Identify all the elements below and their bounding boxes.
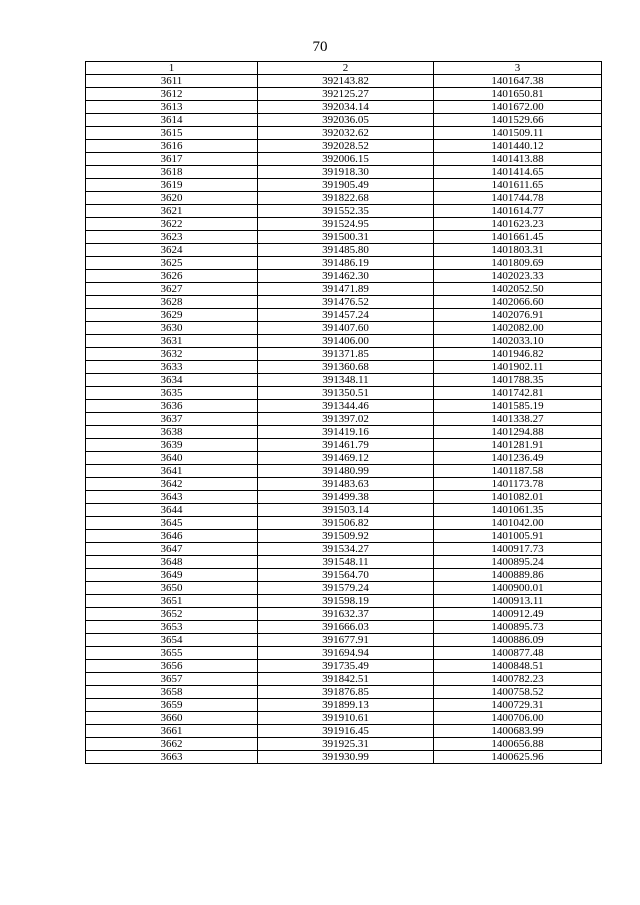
table-cell: 3661: [86, 725, 258, 738]
table-cell: 391842.51: [258, 673, 434, 686]
table-cell: 3630: [86, 322, 258, 335]
table-cell: 391579.24: [258, 582, 434, 595]
table-cell: 391899.13: [258, 699, 434, 712]
table-row: [86, 530, 602, 543]
column-header-1: 1: [86, 62, 258, 75]
table-row: [86, 192, 602, 205]
table-cell: 391534.27: [258, 543, 434, 556]
table-cell: 391476.52: [258, 296, 434, 309]
table-row: [86, 257, 602, 270]
table-cell: 3646: [86, 530, 258, 543]
table-row: [86, 608, 602, 621]
table-cell: 1401614.77: [434, 205, 602, 218]
table-row: [86, 283, 602, 296]
table-row: [86, 569, 602, 582]
table-cell: 391552.35: [258, 205, 434, 218]
table-cell: 1401647.38: [434, 75, 602, 88]
table-cell: 3653: [86, 621, 258, 634]
table-cell: 3613: [86, 101, 258, 114]
table-cell: 1401809.69: [434, 257, 602, 270]
table-row: [86, 452, 602, 465]
table-cell: 1401509.11: [434, 127, 602, 140]
table-cell: 3640: [86, 452, 258, 465]
table-cell: 1401672.00: [434, 101, 602, 114]
column-header-3: 3: [434, 62, 602, 75]
table-cell: 391666.03: [258, 621, 434, 634]
table-cell: 3654: [86, 634, 258, 647]
table-row: [86, 335, 602, 348]
table-cell: 391499.38: [258, 491, 434, 504]
table-cell: 1401650.81: [434, 88, 602, 101]
table-cell: 3627: [86, 283, 258, 296]
table-row: [86, 270, 602, 283]
table-cell: 391905.49: [258, 179, 434, 192]
table-cell: 3620: [86, 192, 258, 205]
table-cell: 3655: [86, 647, 258, 660]
table-cell: 391632.37: [258, 608, 434, 621]
table-cell: 1401082.01: [434, 491, 602, 504]
table-cell: 391419.16: [258, 426, 434, 439]
table-cell: 3641: [86, 465, 258, 478]
table-row: [86, 660, 602, 673]
table-cell: 3651: [86, 595, 258, 608]
table-cell: 391916.45: [258, 725, 434, 738]
table-row: [86, 309, 602, 322]
table-row: [86, 114, 602, 127]
table-cell: 391371.85: [258, 348, 434, 361]
table-cell: 391350.51: [258, 387, 434, 400]
table-cell: 3622: [86, 218, 258, 231]
table-row: [86, 166, 602, 179]
table-row: [86, 413, 602, 426]
table-cell: 1401946.82: [434, 348, 602, 361]
table-row: [86, 725, 602, 738]
table-cell: 1400913.11: [434, 595, 602, 608]
table-cell: 391348.11: [258, 374, 434, 387]
table-cell: 3611: [86, 75, 258, 88]
table-cell: 391407.60: [258, 322, 434, 335]
table-cell: 3618: [86, 166, 258, 179]
table-row: [86, 88, 602, 101]
table-cell: 1401803.31: [434, 244, 602, 257]
table-row: [86, 348, 602, 361]
table-row: [86, 231, 602, 244]
table-cell: 1401585.19: [434, 400, 602, 413]
table-row: [86, 582, 602, 595]
table-cell: 1401061.35: [434, 504, 602, 517]
table-cell: 3662: [86, 738, 258, 751]
table-row: [86, 478, 602, 491]
table-row: [86, 140, 602, 153]
table-cell: 391462.30: [258, 270, 434, 283]
table-cell: 391876.85: [258, 686, 434, 699]
table-cell: 391598.19: [258, 595, 434, 608]
table-cell: 1401005.91: [434, 530, 602, 543]
table-cell: 391509.92: [258, 530, 434, 543]
table-cell: 1401236.49: [434, 452, 602, 465]
table-row: [86, 296, 602, 309]
table-cell: 1400895.24: [434, 556, 602, 569]
table-cell: 391469.12: [258, 452, 434, 465]
table-cell: 391483.63: [258, 478, 434, 491]
table-row: [86, 751, 602, 764]
table-cell: 3616: [86, 140, 258, 153]
table-cell: 3645: [86, 517, 258, 530]
table-cell: 1401440.12: [434, 140, 602, 153]
table-cell: 3648: [86, 556, 258, 569]
table-row: [86, 153, 602, 166]
table-cell: 391524.95: [258, 218, 434, 231]
table-cell: 1401414.65: [434, 166, 602, 179]
table-cell: 3642: [86, 478, 258, 491]
table-cell: 3631: [86, 335, 258, 348]
table-cell: 1400706.00: [434, 712, 602, 725]
table-cell: 391694.94: [258, 647, 434, 660]
table-row: [86, 426, 602, 439]
table-cell: 1401413.88: [434, 153, 602, 166]
table-cell: 391564.70: [258, 569, 434, 582]
table-cell: 3629: [86, 309, 258, 322]
table-cell: 3619: [86, 179, 258, 192]
table-cell: 391822.68: [258, 192, 434, 205]
table-cell: 1401338.27: [434, 413, 602, 426]
table-cell: 3649: [86, 569, 258, 582]
table-cell: 3635: [86, 387, 258, 400]
table-cell: 391471.89: [258, 283, 434, 296]
table-cell: 1400900.01: [434, 582, 602, 595]
table-cell: 1402052.50: [434, 283, 602, 296]
table-cell: 3639: [86, 439, 258, 452]
table-row: [86, 400, 602, 413]
table-cell: 1401661.45: [434, 231, 602, 244]
table-cell: 391486.19: [258, 257, 434, 270]
table-cell: 3652: [86, 608, 258, 621]
table-cell: 3650: [86, 582, 258, 595]
table-cell: 1401173.78: [434, 478, 602, 491]
table-row: [86, 465, 602, 478]
table-cell: 391344.46: [258, 400, 434, 413]
table-cell: 1401744.78: [434, 192, 602, 205]
table-row: [86, 127, 602, 140]
table-cell: 1401902.11: [434, 361, 602, 374]
table-cell: 391457.24: [258, 309, 434, 322]
table-cell: 1400656.88: [434, 738, 602, 751]
table-cell: 1401281.91: [434, 439, 602, 452]
table-cell: 392028.52: [258, 140, 434, 153]
table-cell: 391506.82: [258, 517, 434, 530]
table-cell: 3625: [86, 257, 258, 270]
table-cell: 1400758.52: [434, 686, 602, 699]
table-row: [86, 244, 602, 257]
table-cell: 392143.82: [258, 75, 434, 88]
table-cell: 391406.00: [258, 335, 434, 348]
table-cell: 391677.91: [258, 634, 434, 647]
table-cell: 1400782.23: [434, 673, 602, 686]
table-row: [86, 543, 602, 556]
table-cell: 391910.61: [258, 712, 434, 725]
table-row: [86, 205, 602, 218]
table-cell: 1401611.65: [434, 179, 602, 192]
table-cell: 3614: [86, 114, 258, 127]
table-cell: 3633: [86, 361, 258, 374]
table-cell: 1400912.49: [434, 608, 602, 621]
table-cell: 391918.30: [258, 166, 434, 179]
table-row: [86, 556, 602, 569]
table-cell: 392006.15: [258, 153, 434, 166]
table-cell: 3617: [86, 153, 258, 166]
table-row: [86, 101, 602, 114]
table-cell: 3644: [86, 504, 258, 517]
table-cell: 1402076.91: [434, 309, 602, 322]
table-cell: 391735.49: [258, 660, 434, 673]
table-cell: 3623: [86, 231, 258, 244]
table-cell: 3637: [86, 413, 258, 426]
table-cell: 391503.14: [258, 504, 434, 517]
table-cell: 391461.79: [258, 439, 434, 452]
table-cell: 1400877.48: [434, 647, 602, 660]
table-row: [86, 322, 602, 335]
table-row: [86, 738, 602, 751]
table-cell: 391485.80: [258, 244, 434, 257]
table-cell: 391500.31: [258, 231, 434, 244]
table-row: [86, 374, 602, 387]
table-cell: 3621: [86, 205, 258, 218]
table-row: [86, 439, 602, 452]
table-cell: 1401042.00: [434, 517, 602, 530]
table-cell: 391397.02: [258, 413, 434, 426]
table-cell: 1401623.23: [434, 218, 602, 231]
table-row: [86, 218, 602, 231]
table-cell: 1400895.73: [434, 621, 602, 634]
table-cell: 3632: [86, 348, 258, 361]
table-cell: 3660: [86, 712, 258, 725]
table-row: [86, 699, 602, 712]
table-cell: 3615: [86, 127, 258, 140]
table-body: [86, 75, 602, 764]
table-cell: 3647: [86, 543, 258, 556]
table-cell: 392036.05: [258, 114, 434, 127]
table-cell: 3657: [86, 673, 258, 686]
table-cell: 3636: [86, 400, 258, 413]
table-row: [86, 75, 602, 88]
table-cell: 1400625.96: [434, 751, 602, 764]
table-cell: 1401294.88: [434, 426, 602, 439]
table-cell: 1401788.35: [434, 374, 602, 387]
coordinates-table: [85, 61, 602, 764]
table-row: [86, 673, 602, 686]
table-cell: 391548.11: [258, 556, 434, 569]
table-cell: 1401187.58: [434, 465, 602, 478]
table-cell: 391360.68: [258, 361, 434, 374]
table-row: [86, 647, 602, 660]
table-cell: 1402033.10: [434, 335, 602, 348]
table-cell: 392032.62: [258, 127, 434, 140]
table-row: [86, 621, 602, 634]
page-number: 70: [312, 39, 328, 55]
table-cell: 1400886.09: [434, 634, 602, 647]
table-row: [86, 504, 602, 517]
table-cell: 391480.99: [258, 465, 434, 478]
table-row: [86, 712, 602, 725]
table-row: [86, 517, 602, 530]
table-cell: 1400889.86: [434, 569, 602, 582]
table-cell: 392034.14: [258, 101, 434, 114]
table-row: [86, 595, 602, 608]
table-cell: 3663: [86, 751, 258, 764]
table-cell: 3656: [86, 660, 258, 673]
table-cell: 3638: [86, 426, 258, 439]
table-row: [86, 634, 602, 647]
table-cell: 392125.27: [258, 88, 434, 101]
column-header-2: 2: [258, 62, 434, 75]
table-row: [86, 361, 602, 374]
table-cell: 3626: [86, 270, 258, 283]
table-cell: 1402066.60: [434, 296, 602, 309]
table-cell: 1400729.31: [434, 699, 602, 712]
table-cell: 3658: [86, 686, 258, 699]
table-cell: 3659: [86, 699, 258, 712]
table-row: [86, 179, 602, 192]
table-cell: 1402023.33: [434, 270, 602, 283]
table-cell: 1401742.81: [434, 387, 602, 400]
table-cell: 3612: [86, 88, 258, 101]
table-cell: 1400917.73: [434, 543, 602, 556]
table-cell: 1402082.00: [434, 322, 602, 335]
table-cell: 3643: [86, 491, 258, 504]
table-cell: 391930.99: [258, 751, 434, 764]
table-cell: 1400683.99: [434, 725, 602, 738]
table-row: [86, 491, 602, 504]
table-cell: 1400848.51: [434, 660, 602, 673]
table-row: [86, 686, 602, 699]
table-row: [86, 387, 602, 400]
table-cell: 391925.31: [258, 738, 434, 751]
table-cell: 3628: [86, 296, 258, 309]
table-header-row: [86, 62, 602, 75]
table-cell: 1401529.66: [434, 114, 602, 127]
table-cell: 3624: [86, 244, 258, 257]
table-cell: 3634: [86, 374, 258, 387]
